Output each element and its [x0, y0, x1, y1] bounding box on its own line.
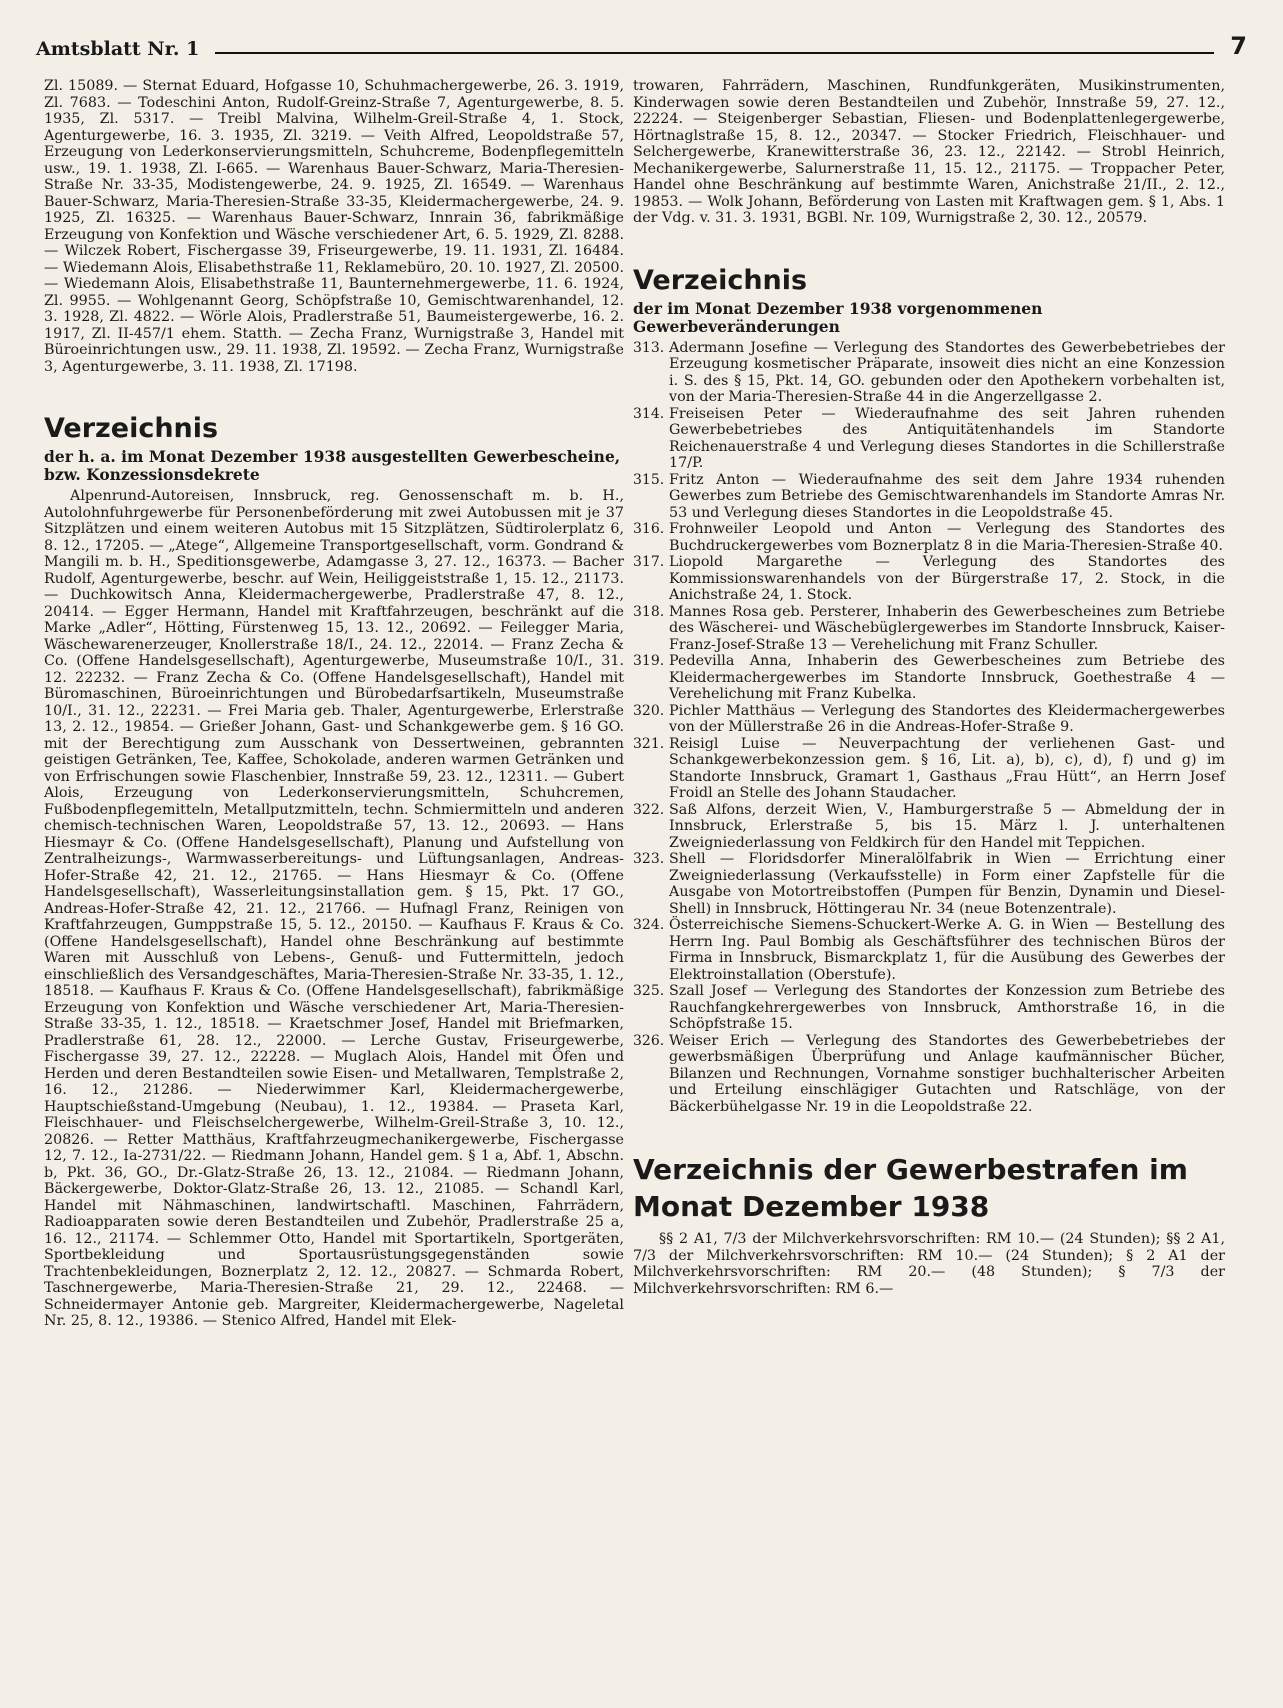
page-header [36, 30, 1247, 60]
penalties-text: §§ 2 A1, 7/3 der Milchverkehrsvorschriften: RM 10.— (24 Stunden); §§ 2 A1, 7/3 der Milchverkehrsvorschriften: RM 10.— (24 Stunden); § 2 A1 der Milchverkehrsvorschriften: RM 20.— (48 Stunden); § 7/3 der Milchverkehrsvorschriften: RM 6.— [633, 1231, 1225, 1297]
right-column [633, 78, 1225, 1297]
right-continuation-text: trowaren, Fahrrädern, Maschinen, Rundfunkgeräten, Musikinstrumenten, Kinderwagen sowie deren Bestandteilen und Zubehör, Innstraße 59, 27. 12., 22224. — Steigenberger Sebastian, Fliesen- und Bodenplattenlegergewerbe, Hörtnaglstraße 15, 8. 12., 20347. — Stocker Friedrich, Fleischhauer- und Selchergewerbe, Kranewitterstraße 36, 23. 12., 22142. — Strobl Heinrich, Mechanikergewerbe, Salurnerstraße 11, 15. 12., 21175. — Troppacher Peter, Handel ohne Beschränkung auf bestimmte Waren, Anichstraße 21/II., 2. 12., 19853. — Wolk Johann, Beförderung von Lasten mit Kraftwagen gem. § 1, Abs. 1 der Vdg. v. 31. 3. 1931, BGBl. Nr. 109, Wurnigstraße 2, 30. 12., 20579. [633, 78, 1225, 226]
issued-licenses-title: Verzeichnis [44, 413, 219, 444]
left-column [44, 78, 624, 1330]
list-item: 320. Pichler Matthäus — Verlegung des Standortes des Kleidermachergewerbes von der Müllerstraße 26 in die Andreas-Hofer-Straße 9. [633, 702, 1225, 735]
issued-licenses-subtitle: der h. a. im Monat Dezember 1938 ausgestellten Gewerbescheine, bzw. Konzessionsdekrete [44, 447, 621, 484]
issued-licenses-text: Alpenrund-Autoreisen, Innsbruck, reg. Genossenschaft m. b. H., Autolohnfuhrgewerbe für Personenbeförderung mit zwei Autobussen mit je 37 Sitzplätzen und einem weiteren Autobus mit 15 Sitzplätzen, Südtirolerplatz 6, 8. 12., 17205. — „Atege“, Allgemeine Transportgesellschaft, vorm. Gondrand & Mangili m. b. H., Speditionsgewerbe, Adamgasse 3, 27. 12., 16373. — Bacher Rudolf, Agenturgewerbe, beschr. auf Wein, Heiliggeiststraße 1, 15. 12., 21173. — Duchkowitsch Anna, Kleidermachergewerbe, Pradlerstraße 47, 8. 12., 20414. — Egger Hermann, Handel mit Kraftfahrzeugen, beschränkt auf die Marke „Adler“, Hötting, Fürstenweg 15, 13. 12., 20692. — Feilegger Maria, Wäschewarenerzeuger, Knollerstraße 18/I., 24. 12., 22014. — Franz Zecha & Co. (Offene Handelsgesellschaft), Agenturgewerbe, Museumstraße 10/I., 31. 12. 22232. — Franz Zecha & Co. (Offene Handelsgesellschaft), Handel mit Büromaschinen, Büroeinrichtungen und Bürobedarfsartikeln, Museumstraße 10/I., 31. 12., 22231. — Frei Maria geb. Thaler, Agenturgewerbe, Erlerstraße 13, 2. 12., 19854. — Grießer Johann, Gast- und Schankgewerbe gem. § 16 GO. mit der Berechtigung zum Ausschank von Dessertweinen, gebrannten geistigen Getränken, Tee, Kaffee, Schokolade, anderen warmen Getränken und von Erfrischungen sowie Flaschenbier, Innstraße 59, 23. 12., 12311. — Gubert Alois, Erzeugung von Lederkonservierungsmitteln, Schuhcremen, Fußbodenpflegemitteln, Metallputzmitteln, techn. Schmiermitteln und anderen chemisch-technischen Waren, Leopoldstraße 57, 13. 12., 20693. — Hans Hiesmayr & Co. (Offene Handelsgesellschaft), Planung und Aufstellung von Zentralheizungs-, Warmwasserbereitungs- und Lüftungsanlagen, Andreas-Hofer-Straße 42, 21. 12., 21765. — Hans Hiesmayr & Co. (Offene Handelsgesellschaft), Wasserleitungsinstallation gem. § 15, Pkt. 17 GO., Andreas-Hofer-Straße 42, 21. 12., 21766. — Hufnagl Franz, Reinigen von Kraftfahrzeugen, Gumppstraße 15, 5. 12., 20150. — Kaufhaus F. Kraus & Co. (Offene Handelsgesellschaft), Handel ohne Beschränkung auf bestimmte Waren mit Ausschluß von Lebens-, Genuß- und Futtermitteln, jedoch einschließlich des Versandgeschäftes, Maria-Theresien-Straße Nr. 33-35, 1. 12., 18518. — Kaufhaus F. Kraus & Co. (Offene Handelsgesellschaft), fabrikmäßige Erzeugung von Konfektion und Wäsche verschiedener Art, Maria-Theresien-Straße 33-35, 1. 12., 18518. — Kraetschmer Josef, Handel mit Briefmarken, Pradlerstraße 61, 28. 12., 22000. — Lerche Gustav, Friseurgewerbe, Fischergasse 39, 27. 12., 22228. — Muglach Alois, Handel mit Öfen und Herden und deren Bestandteilen sowie Eisen- und Metallwaren, Templstraße 2, 16. 12., 21286. — Niederwimmer Karl, Kleidermachergewerbe, Hauptschießstand-Umgebung (Neubau), 1. 12., 19384. — Praseta Karl, Fleischhauer- und Fleischselchergewerbe, Wilhelm-Greil-Straße 3, 10. 12., 20826. — Retter Matthäus, Kraftfahrzeugmechanikergewerbe, Fischergasse 12, 7. 12., Ia-2731/22. — Riedmann Johann, Handel gem. § 1 a, Abf. 1, Abschn. b, Pkt. 36, GO., Dr.-Glatz-Straße 26, 13. 12., 21084. — Riedmann Johann, Bäckergewerbe, Doktor-Glatz-Straße 26, 13. 12., 21085. — Schandl Karl, Handel mit Nähmaschinen, landwirtschaftl. Maschinen, Fahrrädern, Radioapparaten sowie deren Bestandteilen und Zubehör, Pradlerstraße 25 a, 16. 12., 21174. — Schlemmer Otto, Handel mit Sportartikeln, Sportgeräten, Sportbekleidung und Sportausrüstungsgegenständen sowie Trachtenbekleidungen, Boznerplatz 2, 12. 12., 20827. — Schmarda Robert, Taschnergewerbe, Maria-Theresien-Straße 21, 29. 12., 22468. — Schneidermayer Antonie geb. Margreiter, Kleidermachergewerbe, Nageletal Nr. 25, 8. 12., 19386. — Stenico Alfred, Handel mit Elek- [44, 488, 624, 1329]
list-item: 317. Liopold Margarethe — Verlegung des Standortes des Kommissionswarenhandels von der Bürgerstraße 17, 2. Stock, in die Anichstraße 24, 1. Stock. [633, 554, 1225, 603]
list-item: 318. Mannes Rosa geb. Persterer, Inhaberin des Gewerbescheines zum Betriebe des Wäscherei- und Wäschebüglergewerbes im Standorte Innsbruck, Kaiser-Franz-Josef-Straße 13 — Verehelichung mit Franz Schuller. [633, 603, 1225, 653]
list-item: 319. Pedevilla Anna, Inhaberin des Gewerbescheines zum Betriebe des Kleidermachergewerbes im Standorte Innsbruck, Goethestraße 4 — Verehelichung mit Franz Kubelka. [633, 653, 1225, 702]
changes-subtitle: der im Monat Dezember 1938 vorgenommenen Gewerbeveränderungen [633, 298, 1043, 336]
changes-title: Verzeichnis [633, 264, 808, 296]
left-continuation-text: Zl. 15089. — Sternat Eduard, Hofgasse 10, Schuhmachergewerbe, 26. 3. 1919, Zl. 7683. — Todeschini Anton, Rudolf-Greinz-Straße 7, Agenturgewerbe, 8. 5. 1935, Zl. 5317. — Treibl Malvina, Wilhelm-Greil-Straße 4, 1. Stock, Agenturgewerbe, 16. 3. 1935, Zl. 3219. — Veith Alfred, Leopoldstraße 57, Erzeugung von Lederkonservierungsmitteln, Schuhcreme, Bodenpflegemitteln usw., 19. 1. 1938, Zl. I-665. — Warenhaus Bauer-Schwarz, Maria-Theresien-Straße Nr. 33-35, Modistengewerbe, 24. 9. 1925, Zl. 16549. — Warenhaus Bauer-Schwarz, Maria-Theresien-Straße 33-35, Kleidermachergewerbe, 24. 9. 1925, Zl. 16325. — Warenhaus Bauer-Schwarz, Innrain 36, fabrikmäßige Erzeugung von Konfektion und Wäsche verschiedener Art, 6. 5. 1929, Zl. 8288. — Wilczek Robert, Fischergasse 39, Friseurgewerbe, 19. 11. 1931, Zl. 16484. — Wiedemann Alois, Elisabethstraße 11, Reklamebüro, 20. 10. 1927, Zl. 20500. — Wiedemann Alois, Elisabethstraße 11, Baunternehmergewerbe, 11. 6. 1924, Zl. 9955. — Wohlgenannt Georg, Schöpfstraße 10, Gemischtwarenhandel, 12. 3. 1928, Zl. 4822. — Wörle Alois, Pradlerstraße 51, Baumeistergewerbe, 16. 2. 1917, Zl. II-457/1 ehem. Statth. — Zecha Franz, Wurnigstraße 3, Handel mit Büroeinrichtungen usw., 29. 11. 1938, Zl. 19592. — Zecha Franz, Wurnigstraße 3, Agenturgewerbe, 3. 11. 1938, Zl. 17198. [44, 78, 624, 375]
spacer [44, 375, 624, 413]
list-item: 321. Reisigl Luise — Neuverpachtung der verliehenen Gast- und Schankgewerbekonzession gem. § 16, Lit. a), b), c), d), f) und g) im Standorte Innsbruck, Gramart 1, Gasthaus „Frau Hütt“, an Herrn Josef Froidl an Stelle des Johann Staudacher. [633, 735, 1225, 801]
list-item: 323. Shell — Floridsdorfer Mineralölfabrik in Wien — Errichtung einer Zweigniederlassung (Verkaufsstelle) in Form einer Zapfstelle für die Ausgabe von Motortreibstoffen (Pumpen für Benzin, Dynamin und Diesel-Shell) in Innsbruck, Höttingerau Nr. 34 (neue Botenzentrale). [633, 851, 1225, 917]
list-item: 322. Saß Alfons, derzeit Wien, V., Hamburgerstraße 5 — Abmeldung der in Innsbruck, Erlerstraße 5, bis 15. März l. J. unterhaltenen Zweigniederlassung von Feldkirch für den Handel mit Teppichen. [633, 801, 1225, 851]
spacer [633, 1115, 1225, 1151]
penalties-title: Verzeichnis der Gewerbestrafen im Monat Dezember 1938 [633, 1153, 1188, 1223]
list-item: 315. Fritz Anton — Wiederaufnahme des seit dem Jahre 1934 ruhenden Gewerbes zum Betriebe des Gemischtwarenhandels im Standorte Amras Nr. 53 und Verlegung dieses Standortes in die Leopoldstraße 45. [633, 471, 1225, 521]
page-number: 7 [1230, 32, 1247, 60]
header-rule [215, 52, 1214, 54]
list-item: 313. Adermann Josefine — Verlegung des Standortes des Gewerbebetriebes der Erzeugung kosmetischer Präparate, insoweit dies nicht an eine Konzession i. S. des § 15, Pkt. 14, GO. gebunden oder den Apothekern vorbehalten ist, von der Maria-Theresien-Straße 44 in die Angerzellgasse 2. [633, 339, 1225, 405]
list-item: 325. Szall Josef — Verlegung des Standortes der Konzession zum Betriebe des Rauchfangkehrergewerbes von Innsbruck, Amthorstraße 16, in die Schöpfstraße 15. [633, 983, 1225, 1032]
list-item: 326. Weiser Erich — Verlegung des Standortes des Gewerbebetriebes der gewerbsmäßigen Überprüfung und Anlage kaufmännischer Bücher, Bilanzen und Rechnungen, Vornahme sonstiger buchhalterischer Arbeiten und Erteilung einschlägiger Gutachten und Ratschläge, von der Bäckerbühelgasse Nr. 19 in die Leopoldstraße 22. [633, 1032, 1225, 1115]
list-item: 316. Frohnweiler Leopold und Anton — Verlegung des Standortes des Buchdruckergewerbes vom Boznerplatz 8 in die Maria-Theresien-Straße 40. [633, 521, 1225, 554]
list-item: 314. Freiseisen Peter — Wiederaufnahme des seit Jahren ruhenden Gewerbebetriebes des Antiquitätenhandels im Standorte Reichenauerstraße 4 und Verlegung dieses Standortes in die Schillerstraße 17/P. [633, 405, 1225, 471]
changes-list [633, 340, 1225, 1116]
list-item: 324. Österreichische Siemens-Schuckert-Werke A. G. in Wien — Bestellung des Herrn Ing. Paul Bombig als Geschäftsführer des technischen Büros der Firma in Innsbruck, Bismarckplatz 1, für die Ausübung des Gewerbes der Elektroinstallation (Oberstufe). [633, 917, 1225, 983]
spacer [633, 227, 1225, 265]
gazette-title: Amtsblatt Nr. 1 [36, 38, 200, 60]
